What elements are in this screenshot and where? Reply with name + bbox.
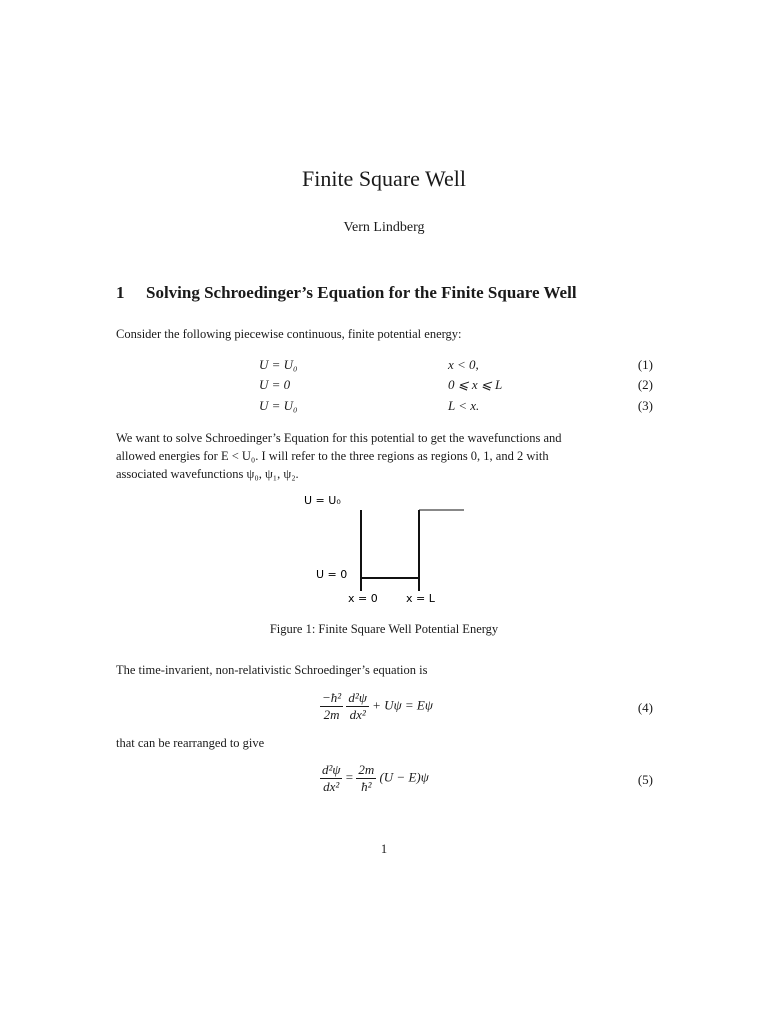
denominator: ħ² (361, 779, 372, 794)
page-number: 1 (380, 842, 388, 856)
denominator: 2m (323, 707, 340, 722)
potential-well-figure (296, 488, 476, 608)
paragraph-line: allowed energies for E < U₀. I will refer to the three regions as regions 0, 1, and 2 with (116, 449, 549, 463)
equation-5 (116, 762, 653, 798)
equation-lhs: U = U₀ (259, 357, 298, 372)
equation-number: (3) (637, 398, 653, 413)
equation-rest: (U − E)ψ (379, 769, 429, 785)
fraction (320, 690, 343, 723)
fraction (346, 690, 368, 723)
numerator: −ħ² (322, 690, 342, 705)
equation-condition: L < x. (448, 398, 480, 413)
paragraph-line: associated wavefunctions ψ₀, ψ₁, ψ₂. (116, 467, 299, 481)
label-bottom: U = 0 (316, 568, 348, 581)
section-heading (116, 283, 577, 303)
equation-row (116, 377, 653, 397)
equation-number: (5) (637, 772, 653, 787)
denominator: dx² (349, 707, 366, 722)
equation-4 (116, 690, 653, 726)
denominator: dx² (323, 779, 340, 794)
numerator: 2m (358, 762, 375, 777)
author: Vern Lindberg (343, 220, 425, 235)
equation-rest: + Uψ = Eψ (372, 697, 433, 713)
equation-row (116, 357, 653, 377)
paragraph: that can be rearranged to give (116, 736, 265, 750)
paper-title: Finite Square Well (301, 166, 467, 191)
equation-lhs: U = 0 (259, 377, 291, 392)
paragraph-line: We want to solve Schroedinger’s Equation for this potential to get the wavefunctions and (116, 431, 562, 445)
equation-number: (4) (637, 700, 653, 715)
equation-condition: x < 0, (448, 357, 479, 372)
section-number: 1 (116, 283, 125, 302)
equation-lhs: U = U₀ (259, 398, 298, 413)
numerator: d²ψ (322, 762, 341, 777)
figure-caption: Figure 1: Finite Square Well Potential Energy (269, 622, 499, 636)
equation-condition: 0 ⩽ x ⩽ L (448, 377, 503, 392)
section-title: Solving Schroedinger’s Equation for the Finite Square Well (146, 283, 577, 302)
equation-number: (2) (637, 377, 653, 392)
equals-sign: = (345, 769, 354, 785)
intro-paragraph: Consider the following piecewise continuous, finite potential energy: (116, 327, 462, 341)
numerator: d²ψ (348, 690, 367, 705)
equation-row (116, 398, 653, 418)
fraction (356, 762, 376, 795)
label-x0: x = 0 (348, 592, 378, 605)
equation-number: (1) (637, 357, 653, 372)
label-top: U = U₀ (304, 494, 341, 507)
label-xL: x = L (406, 592, 435, 605)
paragraph: The time-invarient, non-relativistic Schroedinger’s equation is (116, 663, 428, 677)
fraction (320, 762, 342, 795)
